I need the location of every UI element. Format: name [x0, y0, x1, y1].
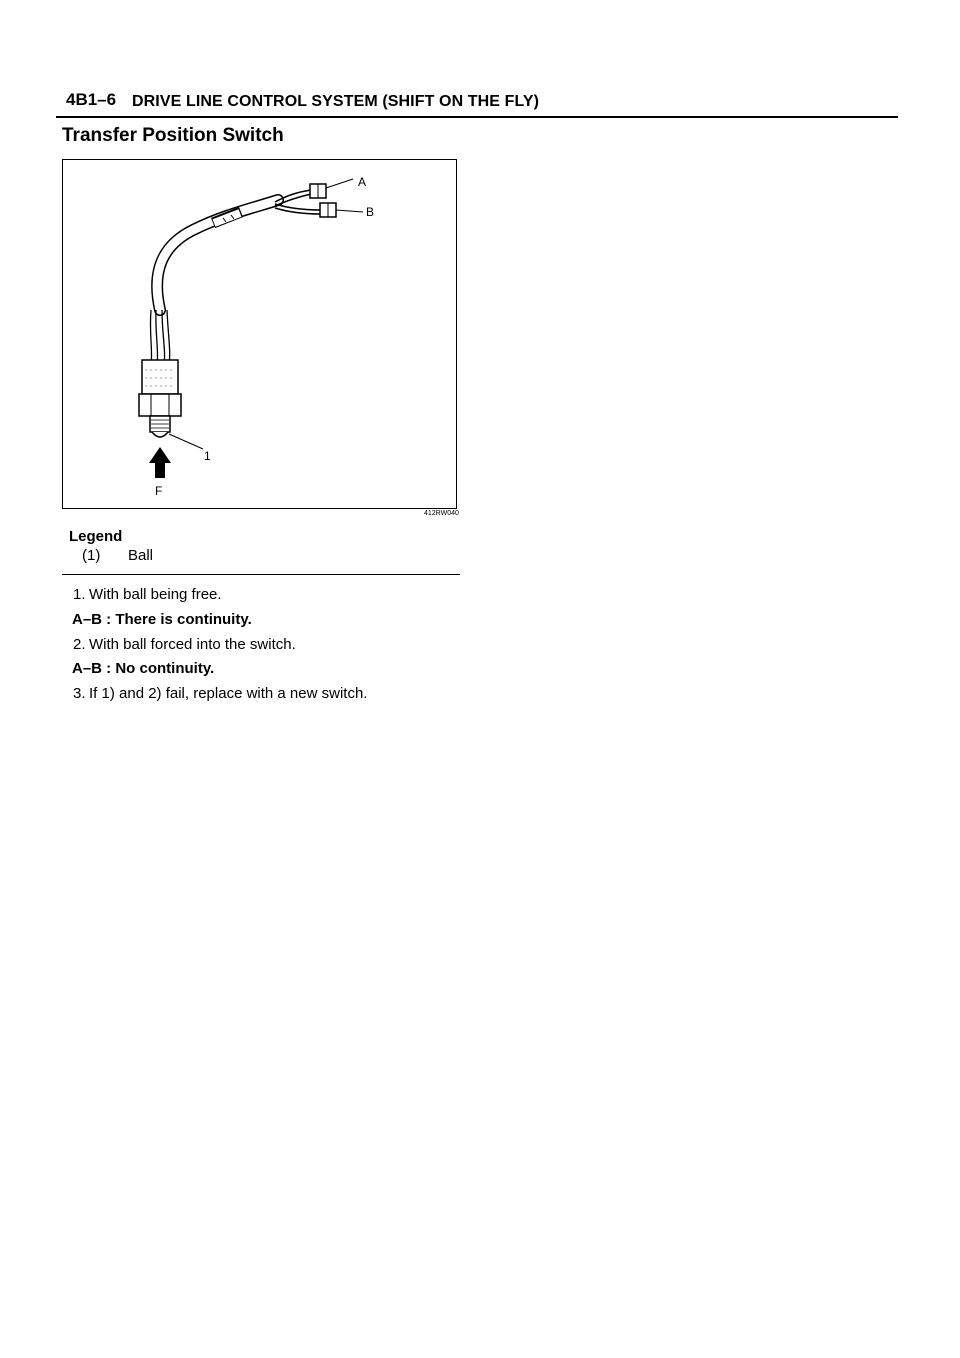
chapter-title: DRIVE LINE CONTROL SYSTEM (SHIFT ON THE FLY)	[132, 93, 540, 110]
step-1-result: A–B : There is continuity.	[72, 611, 252, 628]
switch-illustration	[62, 159, 457, 509]
legend-item	[82, 547, 153, 564]
step-2-result: A–B : No continuity.	[72, 660, 215, 677]
step-3	[73, 685, 367, 702]
page-number: 4B1–6	[66, 90, 117, 109]
figure-code: 412RW040	[424, 510, 459, 517]
page-header	[66, 88, 898, 118]
step-1	[73, 586, 222, 603]
step-2-text: With ball forced into the switch.	[89, 636, 296, 653]
step-1-text: With ball being free.	[89, 586, 222, 603]
step-2	[73, 636, 296, 653]
step-3-text: If 1) and 2) fail, replace with a new switch.	[89, 685, 368, 702]
switch-drawing	[63, 160, 458, 510]
step-3-number: 3.	[73, 685, 86, 702]
label-a: A	[358, 175, 367, 189]
label-one: 1	[204, 449, 211, 463]
legend-divider	[62, 574, 460, 575]
step-1-number: 1.	[73, 586, 86, 603]
label-b: B	[366, 205, 375, 219]
legend-item-number: (1)	[82, 547, 101, 564]
section-title: Transfer Position Switch	[62, 125, 284, 146]
step-2-number: 2.	[73, 636, 86, 653]
label-f: F	[155, 484, 163, 498]
legend-title: Legend	[69, 528, 123, 545]
header-rule	[56, 116, 898, 118]
legend-item-label: Ball	[128, 547, 154, 564]
